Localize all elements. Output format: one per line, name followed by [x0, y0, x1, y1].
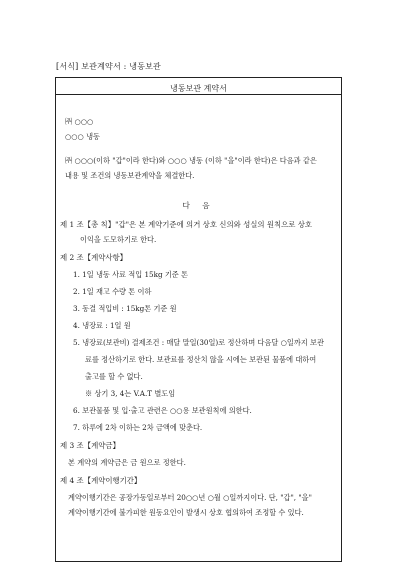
party-b: ○○○ 냉동	[65, 132, 100, 141]
party-a: ㈜ ○○○	[65, 117, 94, 126]
article-2-item: 6. 보관물품 및 입·출고 관련은 ○○용 보관원칙에 의한다.	[73, 406, 252, 415]
contract-document	[55, 77, 342, 562]
article-3-line: 본 계약의 계약금은 금 원으로 정한다.	[68, 458, 186, 467]
preamble-line: 내용 및 조건의 냉동보관계약을 체결한다.	[65, 171, 195, 180]
form-label: [서식] 보관계약서 : 냉동보관	[56, 62, 161, 71]
document-title: 냉동보관 계약서	[170, 84, 227, 93]
article-1-title: 제 1 조【총 칙】"갑"은 본 계약기준에 의거 상호 신의와 성실의 원칙으로 상호	[60, 220, 313, 229]
article-2-item: 3. 동결 적입비 : 15kg톤 기준 원	[73, 304, 177, 313]
article-4-line: 계약이행기간은 공장가동일로부터 20○○년 ○월 ○일까지이다. 단, "갑", "을"	[68, 493, 312, 502]
article-2-item-cont: 료를 정산하기로 한다. 보관료를 정산치 않을 시에는 보관된 물품에 대하여	[85, 355, 317, 364]
article-2-item: 5. 냉장료(보관비) 결제조건 : 매달 말일(30일)로 정산하며 다음달 ○일까지 보관	[73, 338, 324, 347]
article-3-title: 제 3 조【계약금】	[60, 441, 120, 450]
article-2-item: 2. 1일 재고 수량 톤 이하	[73, 287, 152, 296]
article-2-item: 4. 냉장료 : 1일 원	[73, 321, 131, 330]
heading-next: 다 음	[182, 201, 215, 210]
title-divider	[56, 94, 341, 95]
article-2-item-cont: 출고를 할 수 없다.	[85, 372, 143, 381]
article-4-title: 제 4 조【계약이행기간】	[60, 476, 142, 485]
preamble-line: ㈜ ○○○(이하 "갑"이라 한다)와 ○○○ 냉동 (이하 "을"이라 한다)은 다음과 같은	[65, 156, 317, 165]
article-2-item: 1. 1일 냉동 사료 적입 15kg 기준 톤	[73, 270, 188, 279]
article-4-line: 계약이행기간에 불가피한 원동요인이 발생시 상호 협의하여 조정할 수 있다.	[68, 508, 304, 517]
article-1-line: 이익을 도모하기로 한다.	[80, 235, 157, 244]
article-2-title: 제 2 조【계약사항】	[60, 253, 128, 262]
article-2-item: 7. 하루에 2차 이하는 2차 금액에 맞춘다.	[73, 423, 203, 432]
article-2-note: ※ 상기 3, 4는 V.A.T 별도임	[85, 389, 176, 398]
